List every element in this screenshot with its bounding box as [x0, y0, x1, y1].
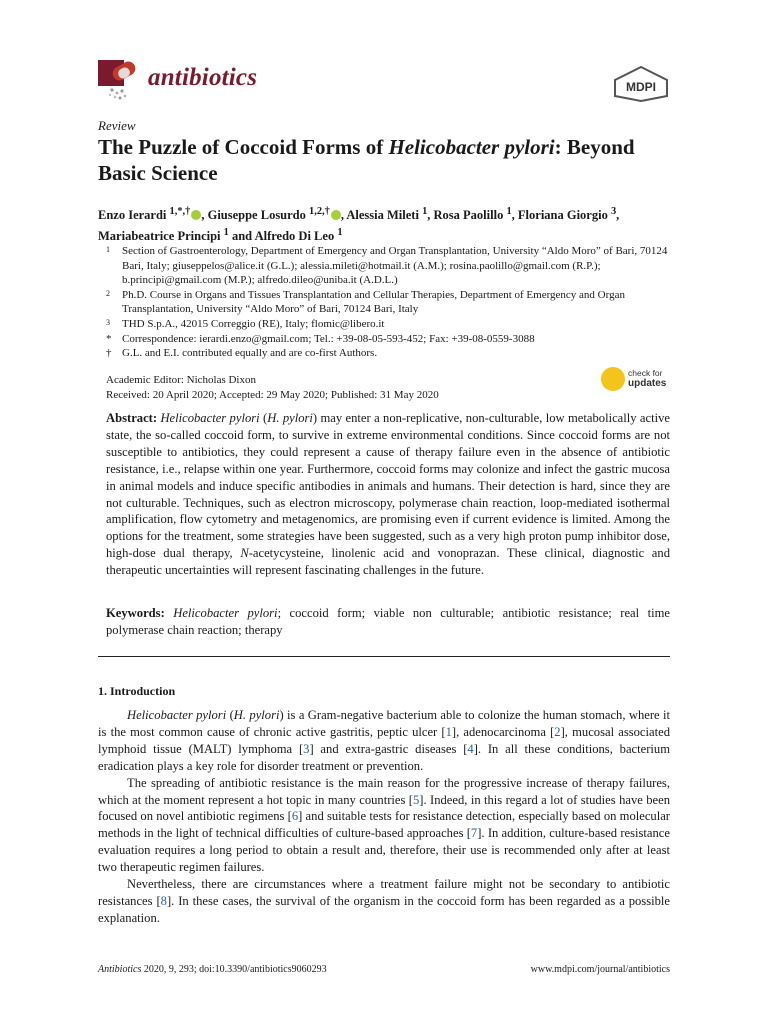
paragraph: Nevertheless, there are circumstances where a treatment failure might not be secondary to antibiotic resistances [8]. In these cases, the survival of the organism in the coccoid form has been regarded as a possible explanation. [98, 877, 670, 925]
publisher-logo-icon [612, 66, 670, 102]
academic-editor: Academic Editor: Nicholas Dixon [106, 374, 256, 386]
publication-dates [106, 373, 439, 402]
affiliations [98, 244, 673, 361]
citation-link[interactable]: 5 [412, 792, 420, 807]
keywords: Keywords: Helicobacter pylori; coccoid form; viable non culturable; antibiotic resistance; real time polymerase chain reaction; therapy [106, 606, 670, 637]
divider [98, 656, 670, 657]
paragraph: Helicobacter pylori (H. pylori) is a Gram-negative bacterium able to colonize the human stomach, where it is the most common cause of chronic active gastritis, peptic ulcer [1], adenocarcinoma [2], mucosal associated lymphoid tissue (MALT) lymphoma [3] and extra-gastric diseases [4]. In all these conditions, bacterium eradication plays a key role for disorder treatment or prevention. [98, 708, 670, 773]
section-heading: 1. Introduction [98, 684, 176, 698]
author-list: Enzo Ierardi $^{1,*,\dagger}$ , Giuseppe Losurdo $^{1,2,\dagger}$ , Alessia Mileti $^1$, Rosa Paolillo $^1$, Floriana Giorgio $^3$, Mariabeatrice Principi $^1$ and Alfredo Di Leo $^1$ [98, 206, 620, 244]
article-type: Review [98, 118, 136, 133]
correspondence: * Correspondence: ierardi.enzo@gmail.com; Tel.: +39-08-05-593-452; Fax: +39-08-0559-3088 [106, 332, 535, 345]
article-title: The Puzzle of Coccoid Forms of Helicobacter pylori: Beyond Basic Science [98, 135, 635, 185]
orcid-icon[interactable] [191, 210, 201, 220]
check-updates-icon [601, 367, 625, 391]
citation-link[interactable]: 1 [445, 724, 452, 739]
footer-url[interactable]: www.mdpi.com/journal/antibiotics [530, 964, 670, 975]
check-for-updates-button[interactable]: check for updates [601, 367, 673, 393]
citation-link[interactable]: 3 [303, 741, 310, 756]
publisher-name: MDPI [626, 80, 656, 94]
citation-link[interactable]: 8 [160, 893, 167, 908]
affiliation-item: 3 THD S.p.A., 42015 Correggio (RE), Italy; flomic@libero.it [106, 317, 385, 330]
citation-link[interactable]: 4 [467, 741, 474, 756]
citation-link[interactable]: 7 [470, 826, 478, 841]
body-text [98, 707, 670, 927]
affiliation-item: 2 Ph.D. Course in Organs and Tissues Transplantation and Cellular Therapies, Department of Emergency and Organ Transplantation, University “Aldo Moro” of Bari, 70124 Bari, Italy [106, 288, 625, 316]
citation-link[interactable]: 6 [291, 809, 299, 824]
journal-name: antibiotics [148, 64, 258, 91]
orcid-icon[interactable] [331, 210, 341, 220]
abstract: Abstract: Helicobacter pylori (H. pylori) may enter a non-replicative, non-culturable, low metabolically active state, the so-called coccoid form, to survive in extreme environmental conditions. Since coccoid forms are not susceptible to antibiotics, they could represent a cause of therapy failure even in the absence of antibiotic resistance, i.e., relapse within one year. Furthermore, coccoid forms may colonize and infect the gastric mucosa in animal models and induce specific antibodies in animals and humans. Their detection is hard, since they are not culturable. Techniques, such as electron microscopy, polymerase chain reaction, loop-mediated isothermal amplification, flow cytometry and metagenomics, are promising even if current evidence is limited. Among the options for the treatment, some strategies have been suggested, such as a very high proton pump inhibitor dose, high-dose dual therapy, N-acetycysteine, linolenic acid and vonoprazan. These clinical, diagnostic and therapeutic uncertainties will represent fascinating challenges in the future. [106, 411, 670, 578]
citation-link[interactable]: 2 [554, 724, 561, 739]
journal-logo-icon [98, 60, 142, 102]
paragraph: The spreading of antibiotic resistance is the main reason for the progressive increase of therapy failures, which at the moment represent a hot topic in many countries [5]. Indeed, in this regard a lot of studies have been focused on novel antibiotic regimens [6] and suitable tests for resistance detection, especially based on molecular methods in the light of technical difficulties of culture-based approaches [7]. In addition, culture-based resistance evaluation requires a long period to obtain a result and, therefore, their use is recommended only after at least two therapeutic regimen failures. [98, 775, 671, 875]
affiliation-item: 1 Section of Gastroenterology, Department of Emergency and Organ Transplantation, University “Aldo Moro” of Bari, 70124 Bari, Italy; giuseppelos@alice.it (G.L.); alessia.mileti@hotmail.it (A.M.); rosina.paolillo@gmail.com (R.P.); b.principi@gmail.com (M.P.); alfredo.dileo@uniba.it (A.D.L.) [106, 245, 668, 287]
publication-history: Received: 20 April 2020; Accepted: 29 May 2020; Published: 31 May 2020 [106, 388, 439, 401]
footer-citation: Antibiotics 2020, 9, 293; doi:10.3390/antibiotics9060293 [98, 964, 327, 975]
equal-contribution-note: † G.L. and E.I. contributed equally and are co-first Authors. [106, 347, 378, 360]
